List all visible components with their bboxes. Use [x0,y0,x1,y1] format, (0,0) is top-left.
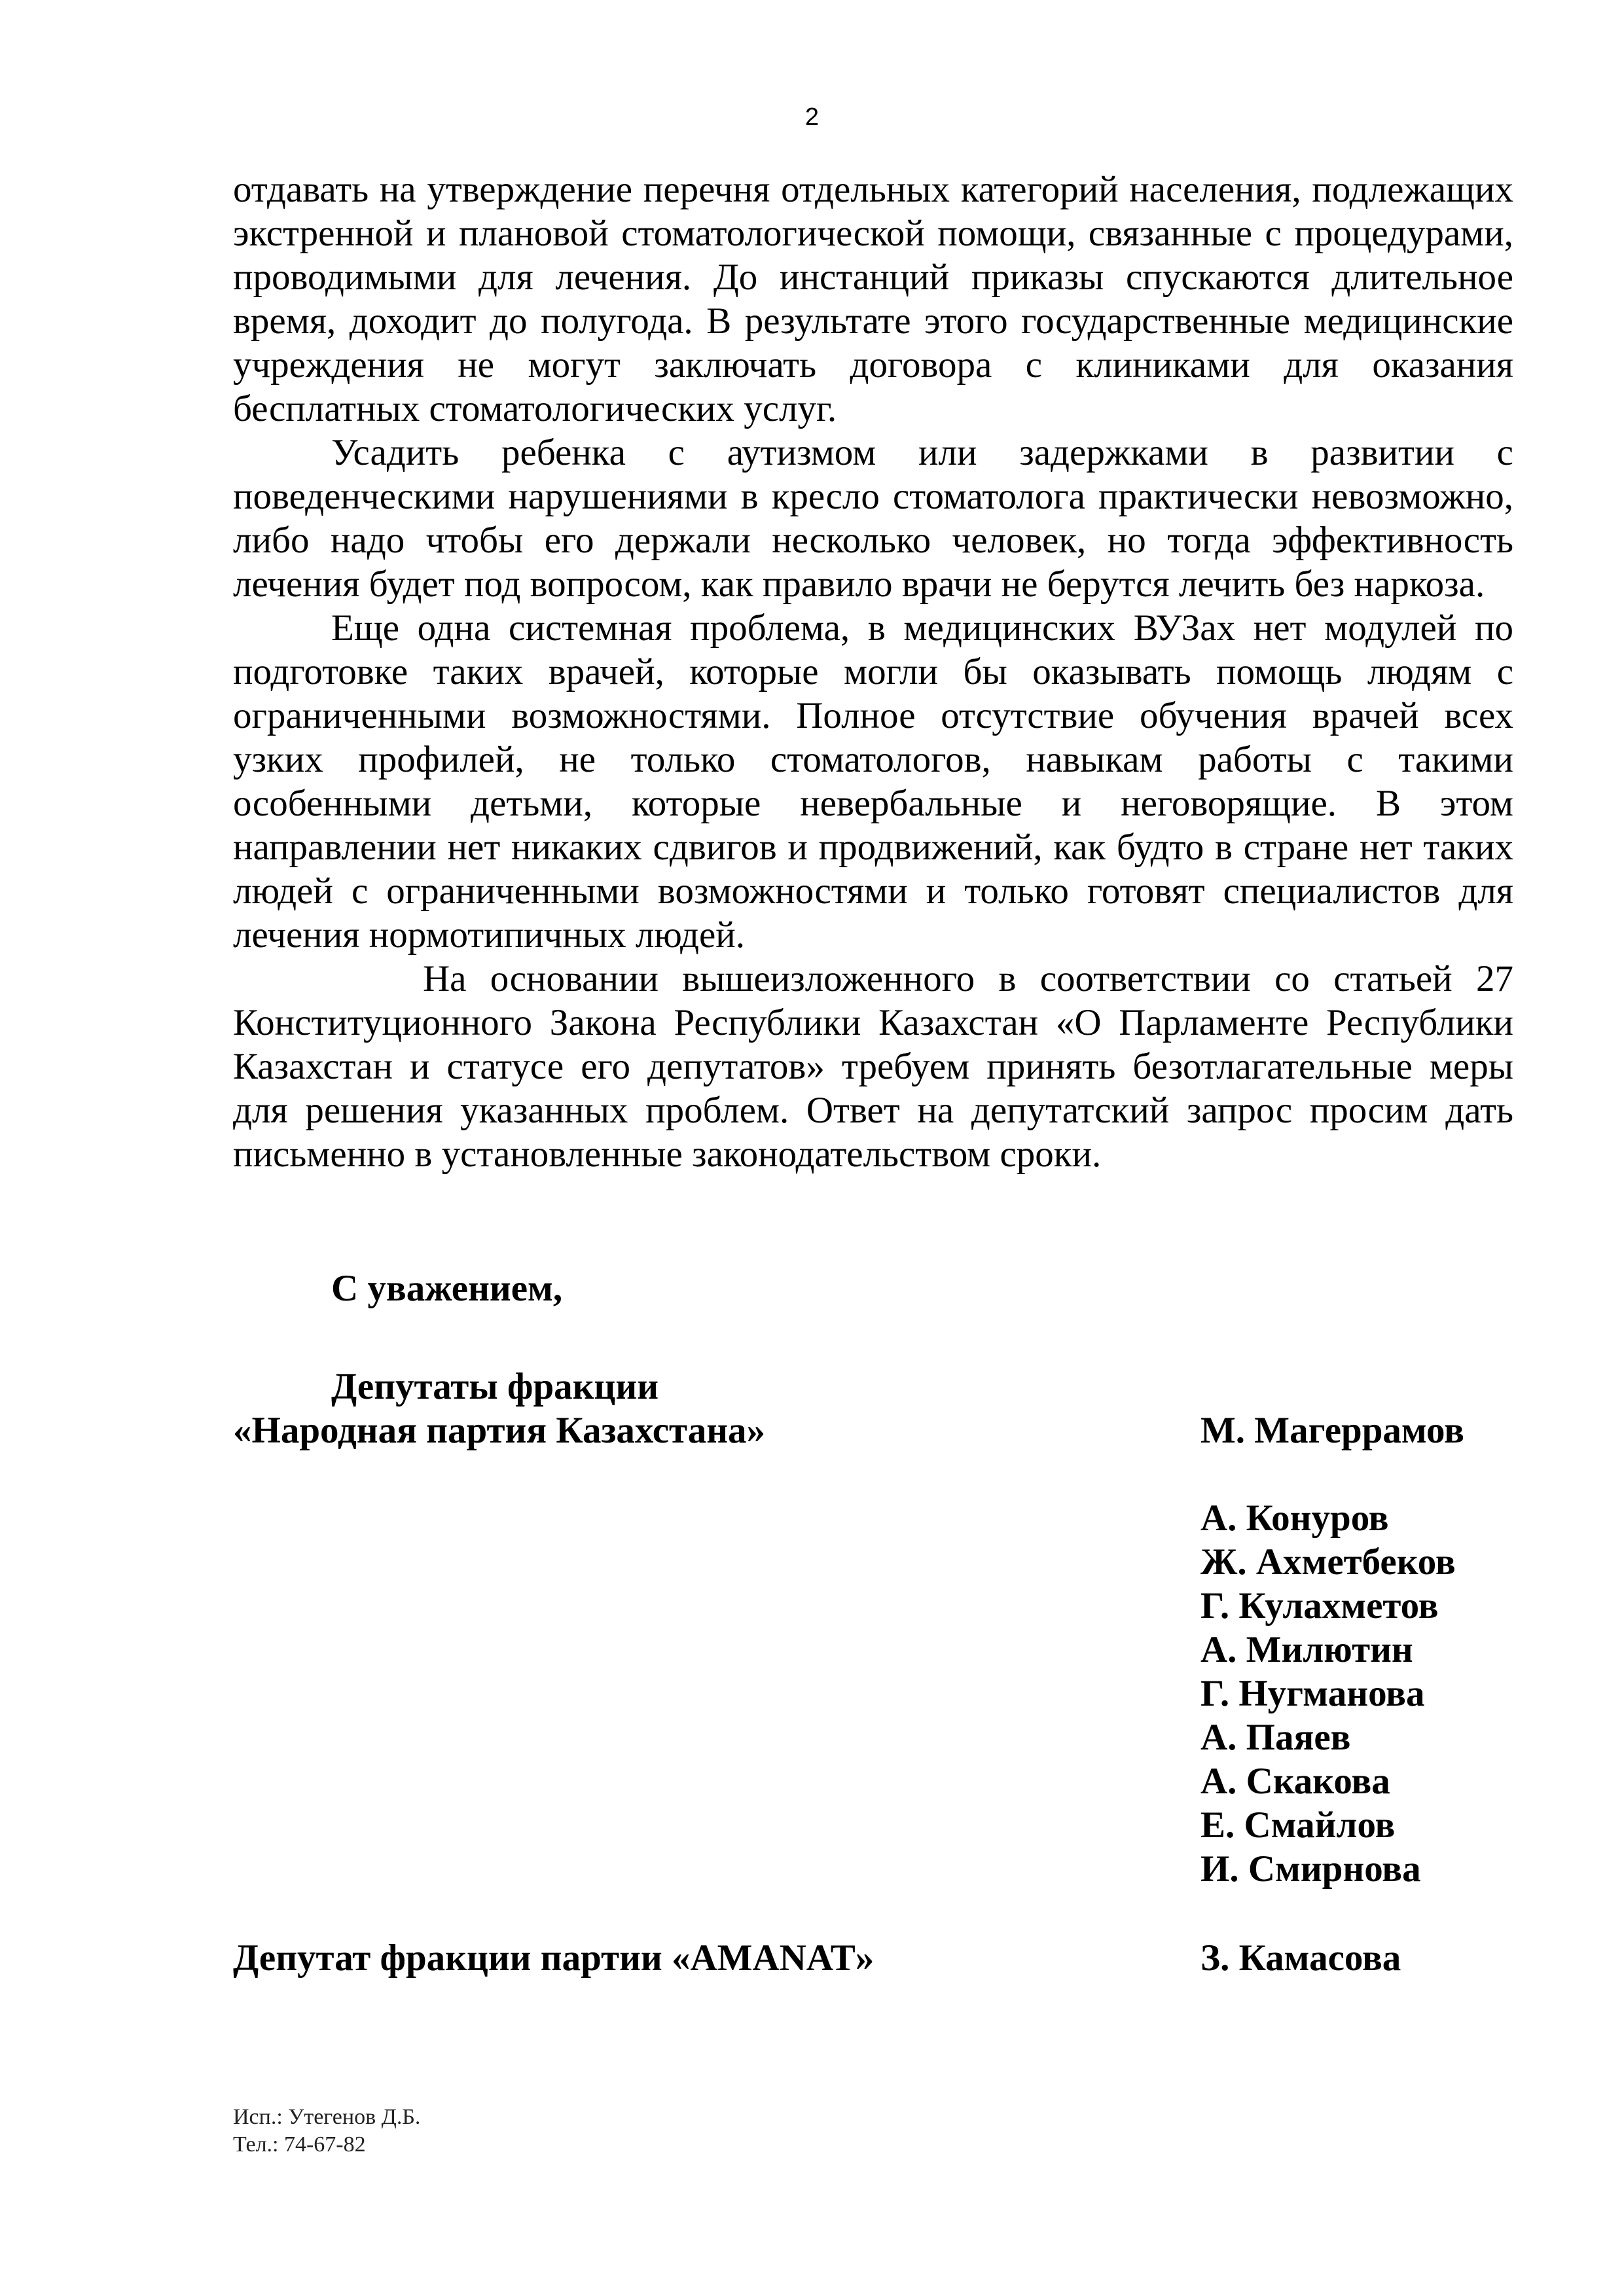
member-name: Е. Смайлов [1200,1804,1396,1846]
member-name: Г. Кулахметов [1200,1585,1439,1626]
paragraph-continuation: отдавать на утверждение перечня отдельных категорий населения, подлежащих экстренной и плановой стоматологической помощи, связанные с процедурами, проводимыми для лечения. До инстанций приказы спускаются длительное время, доходит до полугода. В результате этого государственные медицинские учреждения не могут заключать договора с клиниками для оказания бесплатных стоматологических услуг. [233,169,1513,429]
faction-lead-name: М. Магеррамов [1200,1410,1464,1451]
executor-phone: Тел.: 74-67-82 [233,2132,366,2157]
amanat-faction-title: Депутат фракции партии «AMANAT» [233,1937,875,1979]
executor-name: Исп.: Утегенов Д.Б. [233,2105,421,2129]
member-name: А. Паяев [1200,1717,1351,1758]
page-number: 2 [804,103,820,131]
member-name: А. Милютин [1200,1629,1413,1670]
amanat-deputy-name: З. Камасова [1200,1937,1401,1979]
member-name: А. Конуров [1200,1498,1389,1539]
member-name: Ж. Ахметбеков [1200,1541,1456,1583]
member-name: Г. Нугманова [1200,1673,1425,1714]
member-name: И. Смирнова [1200,1848,1421,1890]
faction-title-line2: «Народная партия Казахстана» [233,1410,766,1451]
paragraph-medical-universities: Еще одна системная проблема, в медицинских ВУЗах нет модулей по подготовке таких врачей, которые могли бы оказывать помощь людям с ограниченными возможностями. Полное отсутствие обучения врачей всех узких профилей, не только стоматологов, навыкам работы с такими особенными детьми, которые невербальные и неговорящие. В этом направлении нет никаких сдвигов и продвижений, как будто в стране нет таких людей с ограниченными возможностями и только готовят специалистов для лечения нормотипичных людей. [233,607,1513,956]
member-name: А. Скакова [1200,1761,1390,1802]
paragraph-autism: Усадить ребенка с аутизмом или задержками в развитии с поведенческими нарушениями в кресло стоматолога практически невозможно, либо надо чтобы его держали несколько человек, но тогда эффективность лечения будет под вопросом, как правило врачи не берутся лечить без наркоза. [233,432,1513,605]
greeting: С уважением, [331,1268,563,1309]
paragraph-request: На основании вышеизложенного в соответствии со статьей 27 Конституционного Закона Республики Казахстан «О Парламенте Республики Казахстан и статусе его депутатов» требуем принять безотлагательные меры для решения указанных проблем. Ответ на депутатский запрос просим дать письменно в установленные законодательством сроки. [233,958,1513,1175]
executor-footer [233,2104,420,2159]
faction-title-line1: Депутаты фракции [331,1366,659,1407]
faction-members-list [1200,1496,1456,1891]
document-body [233,168,1513,1176]
